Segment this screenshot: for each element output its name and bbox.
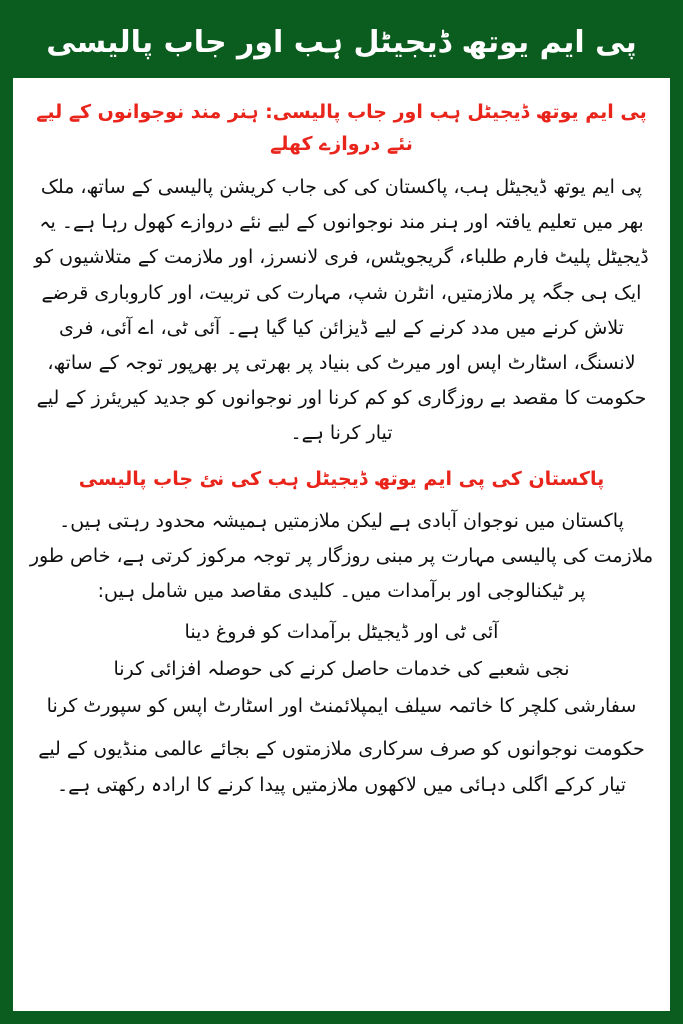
- article-subheading: پاکستان کی پی ایم یوتھ ڈیجیٹل ہب کی نئ جاب پالیسی: [78, 468, 605, 491]
- article-content: [13, 78, 670, 819]
- objective-item-1: آئی ٹی اور ڈیجیٹل برآمدات کو فروغ دینا: [184, 620, 499, 643]
- article-paragraph-1: پی ایم یوتھ ڈیجیٹل ہب، پاکستان کی کی جاب کریشن پالیسی کے ساتھ، ملک بھر میں تعلیم یافتہ اور ہنر مند نوجوانوں کے لیے نئے دروازے کھول رہا ہے۔ یہ ڈیجیٹل پلیٹ فارم طلباء، گریجویٹس، فری لانسرز، اور ملازمت کے متلاشیوں کو ایک ہی جگہ پر ملازمتیں، انٹرن شپ، مہارت کی تربیت، اور کاروباری قرضے تلاش کرنے میں مدد کرنے کے لیے ڈیزائن کیا گیا ہے۔ آئی ٹی، اے آئی، فری لانسنگ، اسٹارٹ اپس اور میرٹ کی بنیاد پر بھرتی پر بھرپور توجہ کے ساتھ، حکومت کا مقصد بے روزگاری کو کم کرنا اور نوجوانوں کو جدید کیریئرز کے لیے تیار کرنا ہے۔: [34, 176, 649, 445]
- objective-item-2: نجی شعبے کی خدمات حاصل کرنے کی حوصلہ افزائی کرنا: [113, 658, 570, 681]
- article-heading: پی ایم یوتھ ڈیجیٹل ہب اور جاب پالیسی: ہنر مند نوجوانوں کے لیے نئے دروازے کھلے: [36, 100, 647, 155]
- article-paragraph-2: پاکستان میں نوجوان آبادی ہے لیکن ملازمتیں ہمیشہ محدود رہتی ہیں۔ ملازمت کی پالیسی مہارت پر مبنی روزگار پر توجہ مرکوز کرتی ہے، خاص طور پر ٹیکنالوجی اور برآمدات میں۔ کلیدی مقاصد میں شامل ہیں:: [29, 509, 654, 602]
- page-title: پی ایم یوتھ ڈیجیٹل ہب اور جاب پالیسی: [46, 25, 637, 60]
- objective-item-3: سفارشی کلچر کا خاتمہ سیلف ایمپلائمنٹ اور اسٹارٹ اپس کو سپورٹ کرنا: [46, 695, 637, 718]
- article-paragraph-3: حکومت نوجوانوں کو صرف سرکاری ملازمتوں کے بجائے عالمی منڈیوں کے لیے تیار کرکے اگلی دہائی میں لاکھوں ملازمتیں پیدا کرنے کا ارادہ رکھتی ہے۔: [38, 738, 645, 796]
- title-banner: [13, 13, 670, 78]
- poster-inner-frame: [10, 10, 673, 1014]
